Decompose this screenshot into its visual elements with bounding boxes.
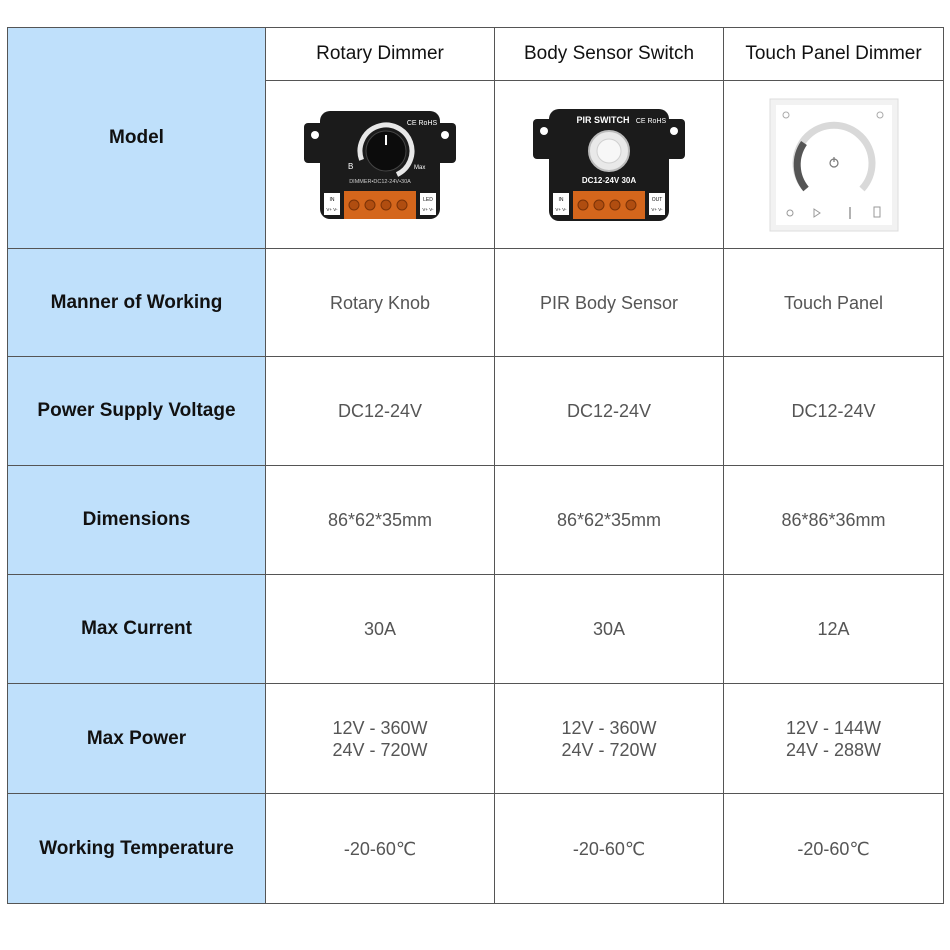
rotary-strip-text: DIMMER•DC12-24V•30A: [349, 178, 411, 185]
table-row: [8, 249, 944, 357]
rotary-dimmer-icon: [300, 105, 460, 225]
pir-title: PIR SWITCH: [576, 114, 630, 125]
column-header-sensor: Body Sensor Switch: [495, 28, 724, 81]
value-cell: [724, 794, 944, 904]
value-text: 24V - 720W: [332, 739, 428, 760]
value-cell: [266, 684, 495, 794]
value-cell: [724, 466, 944, 575]
value-cell: [724, 357, 944, 466]
value-text: DC12-24V: [566, 401, 652, 421]
rotary-brand-mark: CE RoHS: [406, 119, 438, 127]
row-label: Max Power: [8, 684, 266, 794]
header-row: [8, 28, 944, 81]
value-cell: [495, 575, 724, 684]
value-text: -20-60℃: [572, 838, 646, 859]
table-row: [8, 794, 944, 904]
value-cell: [266, 357, 495, 466]
value-cell: [495, 794, 724, 904]
value-cell: [495, 684, 724, 794]
rotary-out-label: LED: [423, 196, 433, 203]
spec-comparison-table: [7, 27, 944, 904]
pir-out-sub: V+ V-: [651, 206, 663, 212]
pir-switch-image-cell: [495, 81, 724, 249]
value-cell: [724, 684, 944, 794]
value-cell: [724, 249, 944, 357]
rotary-in-sub: V+ V-: [326, 206, 338, 212]
value-text: 86*62*35mm: [327, 510, 433, 530]
value-text: Rotary Knob: [329, 292, 431, 313]
row-label: Manner of Working: [8, 249, 266, 357]
value-text: -20-60℃: [343, 838, 417, 859]
value-text: -20-60℃: [797, 838, 870, 859]
value-text: 30A: [363, 619, 397, 639]
value-text: Touch Panel: [783, 292, 884, 313]
rotary-min-label: B: [348, 161, 354, 171]
value-text: DC12-24V: [337, 401, 423, 421]
pir-switch-icon: [529, 105, 689, 225]
value-cell: [266, 466, 495, 575]
value-cell: [495, 249, 724, 357]
value-text: 86*62*35mm: [556, 510, 662, 530]
row-label: Working Temperature: [8, 794, 266, 904]
row-label: Power Supply Voltage: [8, 357, 266, 466]
model-label: Model: [8, 28, 266, 249]
value-text: 12V - 360W: [332, 717, 428, 738]
column-header-rotary: Rotary Dimmer: [266, 28, 495, 81]
value-text: 12V - 144W: [785, 717, 882, 738]
rotary-out-sub: V+ V-: [422, 206, 434, 212]
table-row: [8, 357, 944, 466]
value-text: 12V - 360W: [561, 717, 657, 738]
value-cell: [266, 794, 495, 904]
value-text: 12A: [817, 619, 850, 639]
rotary-dimmer-image-cell: [266, 81, 495, 249]
pir-in-sub: V+ V-: [555, 206, 567, 212]
rotary-in-label: IN: [329, 196, 335, 203]
pir-brand-mark: CE RoHS: [635, 117, 667, 125]
row-label: Max Current: [8, 575, 266, 684]
table-row: [8, 684, 944, 794]
value-text: PIR Body Sensor: [539, 292, 679, 313]
pir-strip-text: DC12-24V 30A: [581, 175, 637, 185]
table-row: [8, 575, 944, 684]
value-text: 30A: [592, 619, 626, 639]
column-header-touch: Touch Panel Dimmer: [724, 28, 944, 81]
value-text: 86*86*36mm: [781, 510, 886, 530]
value-cell: [495, 466, 724, 575]
value-text: DC12-24V: [791, 401, 876, 421]
pir-out-label: OUT: [651, 196, 663, 203]
value-text: 24V - 288W: [785, 739, 882, 760]
value-cell: [266, 575, 495, 684]
table-row: [8, 466, 944, 575]
rotary-max-label: Max: [414, 164, 426, 171]
row-label: Dimensions: [8, 466, 266, 575]
value-cell: [266, 249, 495, 357]
value-text: 24V - 720W: [561, 739, 657, 760]
touch-panel-icon: [764, 95, 904, 235]
pir-in-label: IN: [558, 196, 564, 203]
value-cell: [495, 357, 724, 466]
value-cell: [724, 575, 944, 684]
touch-panel-image-cell: [724, 81, 944, 249]
